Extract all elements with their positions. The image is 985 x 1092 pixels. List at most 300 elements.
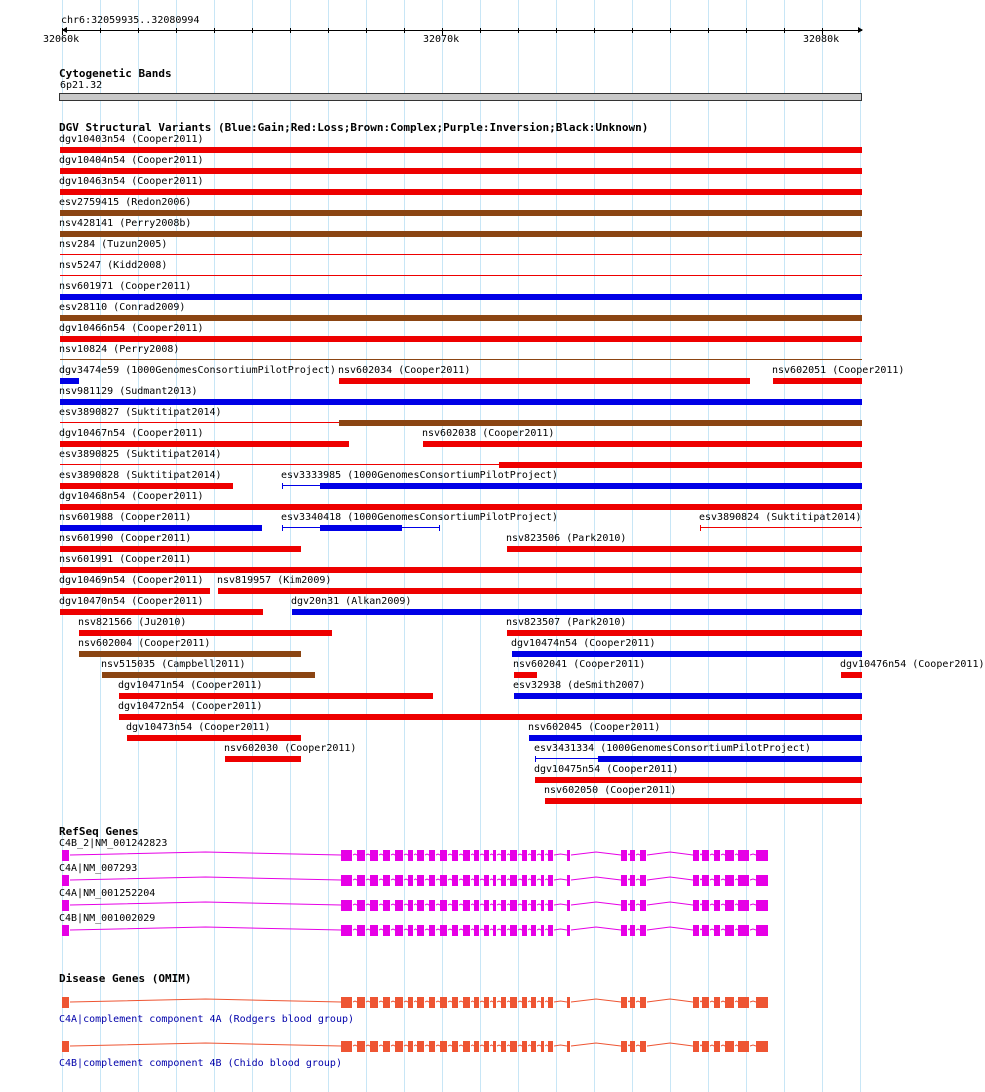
gene-exon[interactable] [693,925,699,936]
gene-exon[interactable] [522,997,527,1008]
gene-exon[interactable] [452,925,458,936]
gene-exon[interactable] [702,875,709,886]
gene-exon[interactable] [463,850,470,861]
gene-exon[interactable] [738,925,749,936]
variant-label[interactable]: nsv601988 (Cooper2011) [59,512,192,523]
gene-exon[interactable] [756,925,768,936]
gene-exon[interactable] [62,900,69,911]
gene-exon[interactable] [531,900,536,911]
gene-exon[interactable] [630,925,635,936]
variant-bar[interactable] [60,315,862,321]
gene-exon[interactable] [756,997,768,1008]
variant-label[interactable]: nsv10824 (Perry2008) [59,344,180,355]
variant-bar[interactable] [60,567,862,573]
gene-exon[interactable] [738,875,749,886]
variant-line[interactable] [60,464,499,465]
variant-bar[interactable] [773,378,862,384]
gene-exon[interactable] [522,850,527,861]
gene-exon[interactable] [510,850,517,861]
gene-exon[interactable] [474,997,479,1008]
variant-label[interactable]: esv3333985 (1000GenomesConsortiumPilotProject) [281,470,558,481]
variant-bar[interactable] [507,546,862,552]
gene-exon[interactable] [567,875,570,886]
gene-exon[interactable] [714,900,720,911]
gene-exon[interactable] [693,1041,699,1052]
gene-exon[interactable] [640,1041,646,1052]
gene-exon[interactable] [714,997,720,1008]
variant-bar[interactable] [60,147,862,153]
gene-exon[interactable] [417,1041,424,1052]
gene-exon[interactable] [417,900,424,911]
gene-exon[interactable] [357,925,365,936]
gene-exon[interactable] [501,997,506,1008]
gene-exon[interactable] [725,875,734,886]
gene-exon[interactable] [429,875,435,886]
variant-label[interactable]: dgv10474n54 (Cooper2011) [511,638,656,649]
variant-label[interactable]: nsv601971 (Cooper2011) [59,281,192,292]
variant-bar[interactable] [102,672,315,678]
variant-bar[interactable] [60,483,233,489]
gene-exon[interactable] [395,1041,403,1052]
gene-exon[interactable] [621,850,627,861]
variant-bar[interactable] [60,546,301,552]
variant-bar[interactable] [218,588,862,594]
gene-exon[interactable] [493,850,496,861]
gene-exon[interactable] [341,875,352,886]
gene-exon[interactable] [370,997,378,1008]
gene-exon[interactable] [693,900,699,911]
variant-endmark [282,525,283,531]
gene-label[interactable]: C4A|complement component 4A (Rodgers blood group) [59,1014,355,1025]
gene-exon[interactable] [541,900,544,911]
gene-exon[interactable] [693,875,699,886]
variant-segment[interactable] [320,483,862,489]
gene-exon[interactable] [714,1041,720,1052]
variant-label[interactable]: nsv515035 (Campbell2011) [101,659,246,670]
gene-exon[interactable] [62,850,69,861]
gene-exon[interactable] [510,900,517,911]
variant-bar[interactable] [292,609,862,615]
gene-exon[interactable] [357,997,365,1008]
gene-exon[interactable] [738,997,749,1008]
gene-exon[interactable] [429,1041,435,1052]
gene-exon[interactable] [474,1041,479,1052]
gene-exon[interactable] [417,925,424,936]
gene-exon[interactable] [341,925,352,936]
gene-exon[interactable] [408,875,413,886]
variant-bar[interactable] [127,735,301,741]
variant-endmark [282,483,283,489]
gene-intron [571,926,621,934]
variant-label[interactable]: dgv10471n54 (Cooper2011) [118,680,263,691]
gene-exon[interactable] [474,875,479,886]
variant-label[interactable]: nsv602034 (Cooper2011) [338,365,471,376]
gene-exon[interactable] [621,997,627,1008]
gene-exon[interactable] [725,850,734,861]
variant-label[interactable]: nsv823507 (Park2010) [506,617,627,628]
gene-label[interactable]: C4B|complement component 4B (Chido blood group) [59,1058,342,1069]
gene-exon[interactable] [341,850,352,861]
gene-exon[interactable] [548,900,553,911]
gene-exon[interactable] [440,875,447,886]
variant-bar[interactable] [60,294,862,300]
variant-bar[interactable] [60,231,862,237]
variant-bar[interactable] [514,672,537,678]
gene-exon[interactable] [756,875,768,886]
gene-exon[interactable] [522,925,527,936]
gene-exon[interactable] [640,900,646,911]
gene-exon[interactable] [630,997,635,1008]
variant-bar[interactable] [529,735,862,741]
gene-exon[interactable] [62,925,69,936]
gene-exon[interactable] [567,900,570,911]
gene-label[interactable]: C4A|NM_007293 [59,863,138,874]
gene-exon[interactable] [484,900,489,911]
gene-intron [70,901,341,909]
gene-exon[interactable] [693,850,699,861]
gene-exon[interactable] [440,900,447,911]
gene-exon[interactable] [621,900,627,911]
gene-exon[interactable] [463,900,470,911]
gene-exon[interactable] [531,997,536,1008]
gene-exon[interactable] [702,900,709,911]
variant-label[interactable]: dgv10466n54 (Cooper2011) [59,323,204,334]
variant-label[interactable]: nsv602030 (Cooper2011) [224,743,357,754]
gene-exon[interactable] [370,925,378,936]
variant-label[interactable]: nsv981129 (Sudmant2013) [59,386,198,397]
variant-label[interactable]: nsv602041 (Cooper2011) [513,659,646,670]
gene-exon[interactable] [62,997,69,1008]
gene-exon[interactable] [452,997,458,1008]
gene-intron [554,876,567,884]
gene-exon[interactable] [452,900,458,911]
gene-intron [647,998,693,1006]
gene-exon[interactable] [341,1041,352,1052]
gene-exon[interactable] [452,850,458,861]
gene-exon[interactable] [429,900,435,911]
gene-exon[interactable] [484,850,489,861]
variant-bar[interactable] [339,420,862,426]
gene-exon[interactable] [429,850,435,861]
gene-exon[interactable] [531,875,536,886]
gene-exon[interactable] [630,850,635,861]
gene-exon[interactable] [493,1041,496,1052]
variant-bar[interactable] [841,672,862,678]
gene-exon[interactable] [417,997,424,1008]
gene-exon[interactable] [383,850,390,861]
variant-label[interactable]: esv3890824 (Suktitipat2014) [699,512,862,523]
gene-exon[interactable] [493,997,496,1008]
ruler-tick [328,28,329,33]
gene-exon[interactable] [493,875,496,886]
variant-label[interactable]: esv3340418 (1000GenomesConsortiumPilotProject) [281,512,558,523]
variant-bar[interactable] [119,693,433,699]
variant-bar[interactable] [60,588,210,594]
gene-exon[interactable] [702,850,709,861]
gene-exon[interactable] [522,1041,527,1052]
gene-exon[interactable] [370,875,378,886]
gene-exon[interactable] [541,925,544,936]
variant-label[interactable]: dgv10467n54 (Cooper2011) [59,428,204,439]
gene-exon[interactable] [357,1041,365,1052]
gene-intron [554,901,567,909]
gene-exon[interactable] [756,1041,768,1052]
variant-label[interactable]: esv2759415 (Redon2006) [59,197,192,208]
gene-exon[interactable] [630,875,635,886]
gene-exon[interactable] [452,875,458,886]
variant-label[interactable]: esv32938 (deSmith2007) [513,680,646,691]
gene-exon[interactable] [640,875,646,886]
gene-exon[interactable] [714,850,720,861]
gene-exon[interactable] [756,850,768,861]
gene-exon[interactable] [510,997,517,1008]
variant-bar[interactable] [514,693,862,699]
gene-label[interactable]: C4A|NM_001252204 [59,888,156,899]
variant-label[interactable]: dgv20n31 (Alkan2009) [291,596,412,607]
gene-exon[interactable] [531,1041,536,1052]
variant-label[interactable]: esv3890825 (Suktitipat2014) [59,449,222,460]
variant-label[interactable]: dgv10472n54 (Cooper2011) [118,701,263,712]
gene-exon[interactable] [383,900,390,911]
variant-bar[interactable] [60,525,262,531]
gene-exon[interactable] [474,925,479,936]
variant-label[interactable]: dgv10475n54 (Cooper2011) [534,764,679,775]
gene-exon[interactable] [484,925,489,936]
variant-line[interactable] [60,359,862,360]
variant-bar[interactable] [119,714,862,720]
gene-exon[interactable] [548,925,553,936]
gene-exon[interactable] [395,850,403,861]
variant-label[interactable]: nsv284 (Tuzun2005) [59,239,168,250]
gene-exon[interactable] [510,1041,517,1052]
gene-exon[interactable] [548,997,553,1008]
gene-exon[interactable] [383,875,390,886]
variant-label[interactable]: dgv10468n54 (Cooper2011) [59,491,204,502]
variant-label[interactable]: esv3890827 (Suktitipat2014) [59,407,222,418]
variant-label[interactable]: nsv821566 (Ju2010) [78,617,187,628]
gene-exon[interactable] [541,850,544,861]
gene-exon[interactable] [567,850,570,861]
variant-bar[interactable] [60,210,862,216]
gene-exon[interactable] [395,875,403,886]
variant-label[interactable]: esv3890828 (Suktitipat2014) [59,470,222,481]
variant-label[interactable]: nsv602051 (Cooper2011) [772,365,905,376]
variant-label[interactable]: esv3431334 (1000GenomesConsortiumPilotProject) [534,743,811,754]
gene-exon[interactable] [501,1041,506,1052]
gene-exon[interactable] [493,900,496,911]
gene-exon[interactable] [440,850,447,861]
variant-line[interactable] [700,527,862,528]
variant-label[interactable]: dgv10463n54 (Cooper2011) [59,176,204,187]
gene-exon[interactable] [621,1041,627,1052]
gene-exon[interactable] [474,900,479,911]
gene-exon[interactable] [341,997,352,1008]
variant-label[interactable]: dgv10469n54 (Cooper2011) [59,575,204,586]
gene-exon[interactable] [440,1041,447,1052]
gene-exon[interactable] [541,1041,544,1052]
gene-exon[interactable] [493,925,496,936]
gene-exon[interactable] [567,925,570,936]
gene-exon[interactable] [463,925,470,936]
variant-bar[interactable] [60,336,862,342]
gene-exon[interactable] [510,925,517,936]
gene-exon[interactable] [725,1041,734,1052]
gene-exon[interactable] [484,997,489,1008]
gene-exon[interactable] [395,925,403,936]
variant-label[interactable]: nsv602038 (Cooper2011) [422,428,555,439]
variant-label[interactable]: nsv602004 (Cooper2011) [78,638,211,649]
gene-exon[interactable] [510,875,517,886]
gene-exon[interactable] [383,925,390,936]
variant-label[interactable]: dgv3474e59 (1000GenomesConsortiumPilotProject) [59,365,336,376]
gene-exon[interactable] [463,1041,470,1052]
variant-bar[interactable] [60,399,862,405]
gene-exon[interactable] [522,875,527,886]
gene-exon[interactable] [640,850,646,861]
gene-exon[interactable] [738,900,749,911]
variant-bar[interactable] [60,504,862,510]
variant-bar[interactable] [225,756,301,762]
gene-exon[interactable] [702,925,709,936]
gene-exon[interactable] [541,997,544,1008]
variant-bar[interactable] [545,798,862,804]
gene-exon[interactable] [429,925,435,936]
variant-segment[interactable] [598,756,862,762]
gene-exon[interactable] [408,850,413,861]
variant-bar[interactable] [60,441,349,447]
gene-exon[interactable] [738,850,749,861]
variant-label[interactable]: nsv819957 (Kim2009) [217,575,332,586]
gene-exon[interactable] [501,925,506,936]
variant-bar[interactable] [535,777,862,783]
gene-exon[interactable] [548,875,553,886]
variant-label[interactable]: nsv428141 (Perry2008b) [59,218,192,229]
gene-exon[interactable] [484,875,489,886]
gene-exon[interactable] [522,900,527,911]
gene-exon[interactable] [370,900,378,911]
variant-line[interactable] [60,254,862,255]
gene-exon[interactable] [484,1041,489,1052]
gene-exon[interactable] [408,925,413,936]
gene-exon[interactable] [395,900,403,911]
gene-exon[interactable] [370,850,378,861]
variant-line[interactable] [60,422,339,423]
variant-bar[interactable] [60,168,862,174]
gene-exon[interactable] [474,850,479,861]
gene-exon[interactable] [370,1041,378,1052]
gene-label[interactable]: C4B|NM_001002029 [59,913,156,924]
gene-exon[interactable] [640,925,646,936]
gene-exon[interactable] [408,997,413,1008]
gene-exon[interactable] [725,900,734,911]
variant-label[interactable]: dgv10476n54 (Cooper2011) [840,659,985,670]
variant-bar[interactable] [60,609,263,615]
variant-bar[interactable] [79,651,301,657]
gene-exon[interactable] [62,875,69,886]
gene-exon[interactable] [408,1041,413,1052]
variant-label[interactable]: dgv10403n54 (Cooper2011) [59,134,204,145]
gene-exon[interactable] [463,997,470,1008]
gene-exon[interactable] [417,875,424,886]
variant-bar[interactable] [79,630,332,636]
variant-bar[interactable] [512,651,862,657]
gene-exon[interactable] [463,875,470,886]
gene-exon[interactable] [630,1041,635,1052]
gene-exon[interactable] [429,997,435,1008]
gene-exon[interactable] [714,925,720,936]
variant-label[interactable]: nsv602050 (Cooper2011) [544,785,677,796]
variant-label[interactable]: nsv823506 (Park2010) [506,533,627,544]
gene-exon[interactable] [341,900,352,911]
gene-exon[interactable] [621,925,627,936]
gene-exon[interactable] [452,1041,458,1052]
gene-exon[interactable] [408,900,413,911]
variant-bar[interactable] [339,378,750,384]
gene-exon[interactable] [357,850,365,861]
variant-bar[interactable] [507,630,862,636]
gene-exon[interactable] [357,875,365,886]
gene-exon[interactable] [548,1041,553,1052]
variant-label[interactable]: dgv10470n54 (Cooper2011) [59,596,204,607]
variant-bar[interactable] [499,462,862,468]
gene-exon[interactable] [702,1041,709,1052]
variant-label[interactable]: nsv602045 (Cooper2011) [528,722,661,733]
variant-label[interactable]: nsv601991 (Cooper2011) [59,554,192,565]
gene-exon[interactable] [501,850,506,861]
gene-label[interactable]: C4B_2|NM_001242823 [59,838,168,849]
gene-exon[interactable] [395,997,403,1008]
gene-exon[interactable] [725,997,734,1008]
gene-exon[interactable] [357,900,365,911]
variant-bar[interactable] [423,441,862,447]
ruler-tick [480,28,481,33]
variant-label[interactable]: esv28110 (Conrad2009) [59,302,186,313]
gene-exon[interactable] [531,925,536,936]
gene-exon[interactable] [501,900,506,911]
variant-bar[interactable] [60,378,79,384]
variant-bar[interactable] [60,189,862,195]
gene-exon[interactable] [383,997,390,1008]
gene-exon[interactable] [440,997,447,1008]
variant-line[interactable] [60,275,862,276]
gene-exon[interactable] [640,997,646,1008]
gene-exon[interactable] [440,925,447,936]
gene-exon[interactable] [417,850,424,861]
gene-exon[interactable] [693,997,699,1008]
gene-exon[interactable] [702,997,709,1008]
gene-exon[interactable] [738,1041,749,1052]
gene-exon[interactable] [62,1041,69,1052]
gene-exon[interactable] [531,850,536,861]
gene-exon[interactable] [630,900,635,911]
variant-segment[interactable] [320,525,402,531]
cytoband-bar[interactable] [59,93,862,101]
gene-exon[interactable] [541,875,544,886]
gene-exon[interactable] [383,1041,390,1052]
gene-exon[interactable] [548,850,553,861]
gene-exon[interactable] [567,1041,570,1052]
gene-exon[interactable] [567,997,570,1008]
variant-label[interactable]: nsv601990 (Cooper2011) [59,533,192,544]
gene-exon[interactable] [714,875,720,886]
variant-label[interactable]: nsv5247 (Kidd2008) [59,260,168,271]
gene-exon[interactable] [621,875,627,886]
gene-exon[interactable] [756,900,768,911]
variant-label[interactable]: dgv10404n54 (Cooper2011) [59,155,204,166]
gene-exon[interactable] [725,925,734,936]
gene-exon[interactable] [501,875,506,886]
variant-label[interactable]: dgv10473n54 (Cooper2011) [126,722,271,733]
